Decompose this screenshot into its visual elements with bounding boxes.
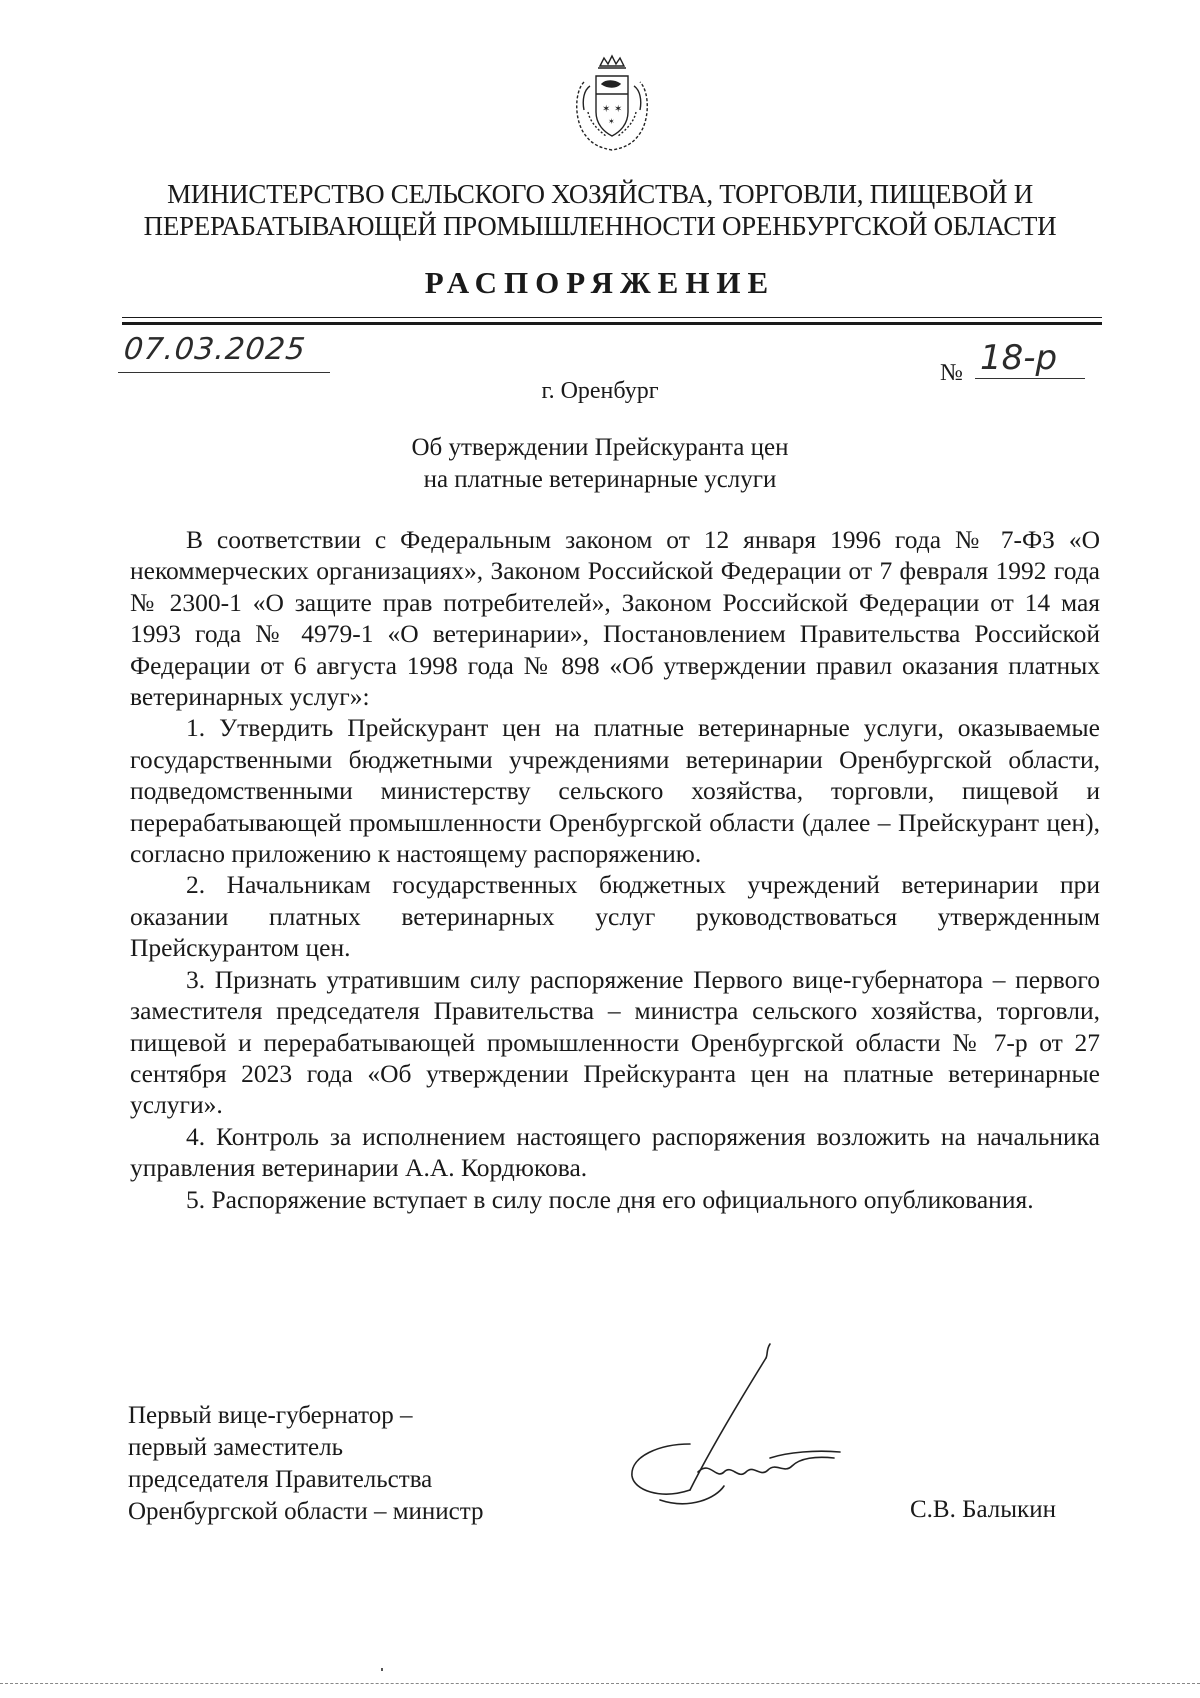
scan-dot xyxy=(381,1668,383,1671)
signer-position-line-1: Первый вице-губернатор – xyxy=(128,1402,413,1429)
document-title-line-1: Об утверждении Прейскуранта цен xyxy=(411,434,789,461)
clause-5: 5. Распоряжение вступает в силу после дня его официального опубликования. xyxy=(186,1184,1034,1214)
clause-3: 3. Признать утратившим силу распоряжение Первого вице-губернатора – первого заместителя председателя Правительства – министра сельского хозяйства, торговли, пищевой и перерабатывающей промышленности Оренбургской области № 7-р от 27 сентября 2023 года «Об утверждении Прейскуранта цен на платные ветеринарные услуги». xyxy=(130,964,1100,1120)
document-body xyxy=(130,524,1100,1215)
clause-4: 4. Контроль за исполнением настоящего распоряжения возложить на начальника управления ветеринарии А.А. Кордюкова. xyxy=(130,1121,1100,1183)
document-title xyxy=(0,432,1200,496)
date-underline xyxy=(118,372,330,373)
coat-of-arms-emblem xyxy=(570,52,654,152)
ministry-name-line-1: МИНИСТЕРСТВО СЕЛЬСКОГО ХОЗЯЙСТВА, ТОРГОВЛИ, ПИЩЕВОЙ И xyxy=(167,179,1033,209)
clause-2: 2. Начальникам государственных бюджетных учреждений ветеринарии при оказании платных ветеринарных услуг руководствоваться утвержденным Прейскурантом цен. xyxy=(130,870,1100,963)
number-label: № xyxy=(940,360,963,386)
handwritten-signature xyxy=(620,1340,860,1520)
handwritten-date: 07.03.2025 xyxy=(122,332,308,367)
city-name: г. Оренбург xyxy=(541,378,659,404)
document-type-heading: РАСПОРЯЖЕНИЕ xyxy=(424,265,776,300)
page-bottom-edge xyxy=(0,1683,1200,1684)
signer-position xyxy=(128,1400,484,1528)
clause-1: 1. Утвердить Прейскурант цен на платные ветеринарные услуги, оказываемые государственными бюджетными учреждениями ветеринарии Оренбургской области, подведомственными министерству сельского хозяйства, торговли, пищевой и перерабатывающей промышленности Оренбургской области (далее – Прейскурант цен), согласно приложению к настоящему распоряжению. xyxy=(130,713,1100,869)
svg-text:✶: ✶ xyxy=(608,117,615,126)
ministry-name-line-2: ПЕРЕРАБАТЫВАЮЩЕЙ ПРОМЫШЛЕННОСТИ ОРЕНБУРГСКОЙ ОБЛАСТИ xyxy=(143,211,1057,241)
signer-position-line-3: председателя Правительства xyxy=(128,1466,433,1493)
signer-position-line-2: первый заместитель xyxy=(128,1434,344,1461)
preamble-paragraph: В соответствии с Федеральным законом от 12 января 1996 года № 7-ФЗ «О некоммерческих организациях», Законом Российской Федерации от 7 февраля 1992 года № 2300-1 «О защите прав потребителей», Законом Российской Федерации от 14 мая 1993 года № 4979-1 «О ветеринарии», Постановлением Правительства Российской Федерации от 6 августа 1998 года № 898 «Об утверждении правил оказания платных ветеринарных услуг»: xyxy=(130,525,1100,712)
svg-text:✶: ✶ xyxy=(602,104,611,115)
ministry-name xyxy=(80,178,1120,242)
signer-name: С.В. Балыкин xyxy=(910,1496,1056,1523)
handwritten-document-number: 18-р xyxy=(980,338,1058,378)
document-title-line-2: на платные ветеринарные услуги xyxy=(423,466,777,493)
svg-text:✶: ✶ xyxy=(614,104,623,115)
header-divider-thick xyxy=(122,322,1102,325)
header-divider-thin xyxy=(122,317,1102,318)
signer-position-line-4: Оренбургской области – министр xyxy=(128,1498,484,1525)
